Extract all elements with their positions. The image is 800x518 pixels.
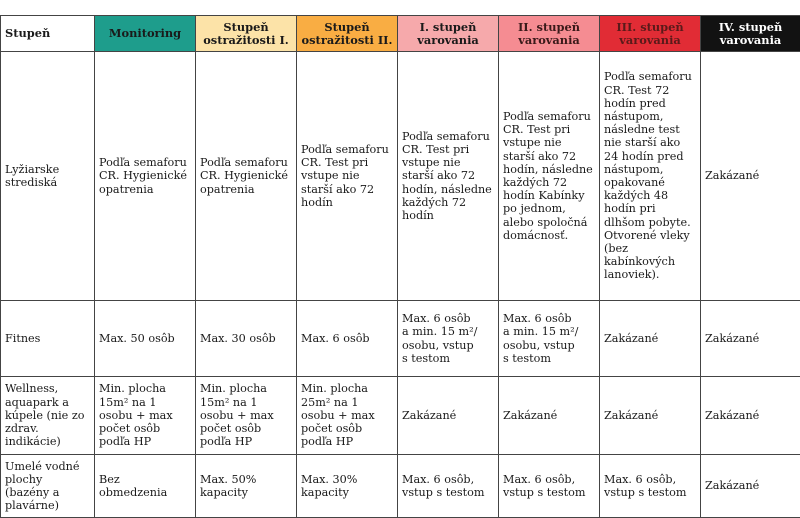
table-cell: Max. 6 osôb a min. 15 m²/ osobu, vstup s testom bbox=[499, 301, 600, 377]
row-label: Fitnes bbox=[1, 301, 95, 377]
row-label: Umelé vodné plochy (bazény a plavárne) bbox=[1, 455, 95, 518]
table-cell: Max. 50 osôb bbox=[95, 301, 196, 377]
table-cell: Podľa semaforu CR. Test pri vstupe nie starší ako 72 hodín, následne každých 72 hodín Kabínky po jednom, alebo spoločná domácnosť. bbox=[499, 52, 600, 301]
table-cell: Podľa semaforu CR. Hygienické opatrenia bbox=[196, 52, 297, 301]
header-warning-2: II. stupeň varovania bbox=[499, 16, 600, 52]
table-cell: Zakázané bbox=[600, 377, 701, 455]
header-warning-4: IV. stupeň varovania bbox=[701, 16, 800, 52]
table-cell: Zakázané bbox=[398, 377, 499, 455]
table-row-wellness bbox=[1, 377, 800, 455]
table-cell: Zakázané bbox=[701, 377, 800, 455]
header-level: Stupeň bbox=[1, 16, 95, 52]
table-cell: Max. 6 osôb, vstup s testom bbox=[600, 455, 701, 518]
table-cell: Zakázané bbox=[600, 301, 701, 377]
header-monitoring: Monitoring bbox=[95, 16, 196, 52]
table-cell: Min. plocha 15m² na 1 osobu + max počet osôb podľa HP bbox=[196, 377, 297, 455]
table-row-pools bbox=[1, 455, 800, 518]
table-cell: Podľa semaforu CR. Hygienické opatrenia bbox=[95, 52, 196, 301]
table-cell: Max. 30 osôb bbox=[196, 301, 297, 377]
table-cell: Max. 6 osôb a min. 15 m²/ osobu, vstup s testom bbox=[398, 301, 499, 377]
restrictions-table bbox=[0, 15, 800, 518]
table-cell: Min. plocha 15m² na 1 osobu + max počet osôb podľa HP bbox=[95, 377, 196, 455]
table-cell: Min. plocha 25m² na 1 osobu + max počet osôb podľa HP bbox=[297, 377, 398, 455]
table-cell: Max. 50% kapacity bbox=[196, 455, 297, 518]
table-cell: Bez obmedzenia bbox=[95, 455, 196, 518]
header-warning-3: III. stupeň varovania bbox=[600, 16, 701, 52]
table-cell: Max. 6 osôb, vstup s testom bbox=[499, 455, 600, 518]
table-cell: Max. 30% kapacity bbox=[297, 455, 398, 518]
table-cell: Zakázané bbox=[701, 52, 800, 301]
header-alert-2: Stupeň ostražitosti II. bbox=[297, 16, 398, 52]
table-cell: Max. 6 osôb, vstup s testom bbox=[398, 455, 499, 518]
table-cell: Podľa semaforu CR. Test pri vstupe nie starší ako 72 hodín bbox=[297, 52, 398, 301]
table-cell: Zakázané bbox=[701, 455, 800, 518]
table-cell: Zakázané bbox=[701, 301, 800, 377]
table-cell: Podľa semaforu CR. Test pri vstupe nie starší ako 72 hodín, následne každých 72 hodín bbox=[398, 52, 499, 301]
header-alert-1: Stupeň ostražitosti I. bbox=[196, 16, 297, 52]
header-warning-1: I. stupeň varovania bbox=[398, 16, 499, 52]
table-cell: Podľa semaforu CR. Test 72 hodín pred nástupom, následne test nie starší ako 24 hodín pred nástupom, opakované každých 48 hodín pri dlhšom pobyte. Otvorené vleky (bez kabínkových lanoviek). bbox=[600, 52, 701, 301]
table-row-ski-resorts bbox=[1, 52, 800, 301]
table-row-fitness bbox=[1, 301, 800, 377]
table-cell: Zakázané bbox=[499, 377, 600, 455]
row-label: Wellness, aquapark a kúpele (nie zo zdrav. indikácie) bbox=[1, 377, 95, 455]
header-row bbox=[1, 16, 800, 52]
table-cell: Max. 6 osôb bbox=[297, 301, 398, 377]
row-label: Lyžiarske strediská bbox=[1, 52, 95, 301]
